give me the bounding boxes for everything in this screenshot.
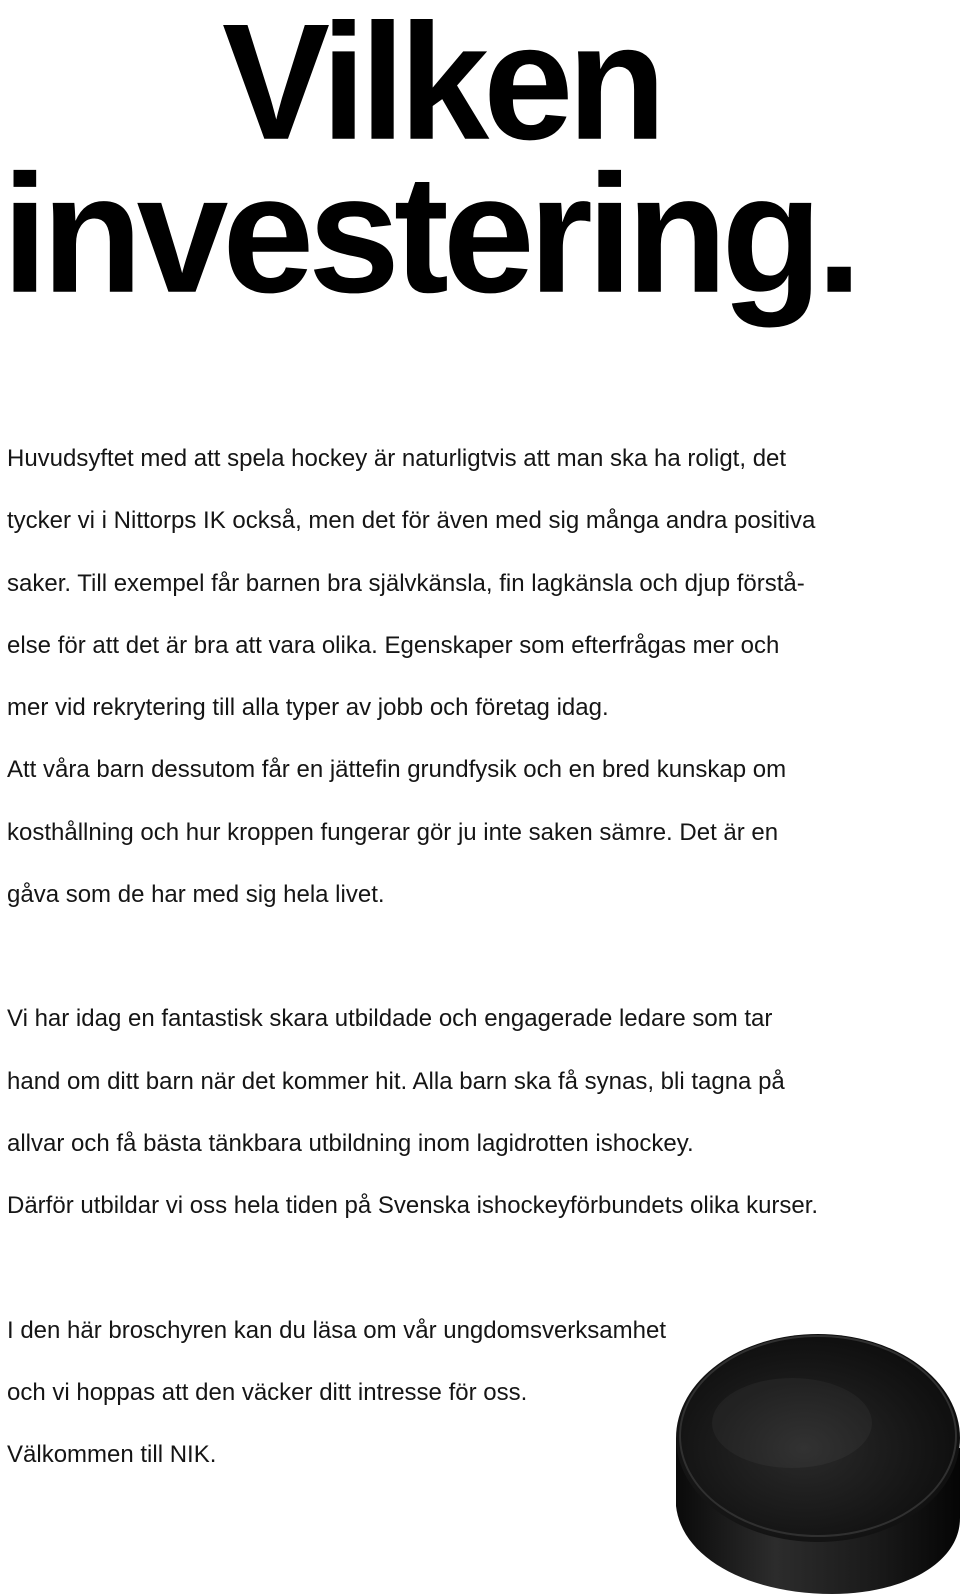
text-line: Vi har idag en fantastisk skara utbildade och engagerade ledare som tar bbox=[7, 1005, 773, 1033]
text-line: I den här broschyren kan du läsa om vår ungdomsverksamhet bbox=[7, 1316, 667, 1344]
paragraph-spacer bbox=[7, 1238, 947, 1300]
paragraph-leaders bbox=[7, 988, 947, 1237]
text-line: hand om ditt barn när det kommer hit. Alla barn ska få synas, bli tagna på bbox=[7, 1067, 785, 1095]
text-line: tycker vi i Nittorps IK också, men det för även med sig många andra positiva bbox=[7, 507, 816, 535]
text-line: Huvudsyftet med att spela hockey är naturligtvis att man ska ha roligt, det bbox=[7, 445, 787, 472]
text-line: och vi hoppas att den väcker ditt intresse för oss. bbox=[7, 1378, 528, 1406]
paragraph-intro bbox=[7, 428, 947, 926]
hockey-puck-image bbox=[672, 1328, 960, 1594]
text-line: Att våra barn dessutom får en jättefin grundfysik och en bred kunskap om bbox=[7, 756, 787, 784]
text-line: mer vid rekrytering till alla typer av jobb och företag idag. bbox=[7, 694, 609, 722]
text-line: saker. Till exempel får barnen bra självkänsla, fin lagkänsla och djup förstå- bbox=[7, 569, 805, 597]
text-line: else för att det är bra att vara olika. Egenskaper som efterfrågas mer och bbox=[7, 631, 780, 659]
text-line: gåva som de har med sig hela livet. bbox=[7, 881, 385, 909]
text-line: kosthållning och hur kroppen fungerar gör ju inte saken sämre. Det är en bbox=[7, 818, 779, 846]
text-line: Därför utbildar vi oss hela tiden på Svenska ishockeyförbundets olika kurser. bbox=[7, 1192, 819, 1220]
headline-line-2: investering. bbox=[2, 139, 857, 328]
text-line: Välkommen till NIK. bbox=[7, 1441, 217, 1469]
headline-line-1: Vilken bbox=[222, 0, 661, 175]
text-line: allvar och få bästa tänkbara utbildning inom lagidrotten ishockey. bbox=[7, 1129, 694, 1157]
paragraph-spacer bbox=[7, 926, 947, 988]
